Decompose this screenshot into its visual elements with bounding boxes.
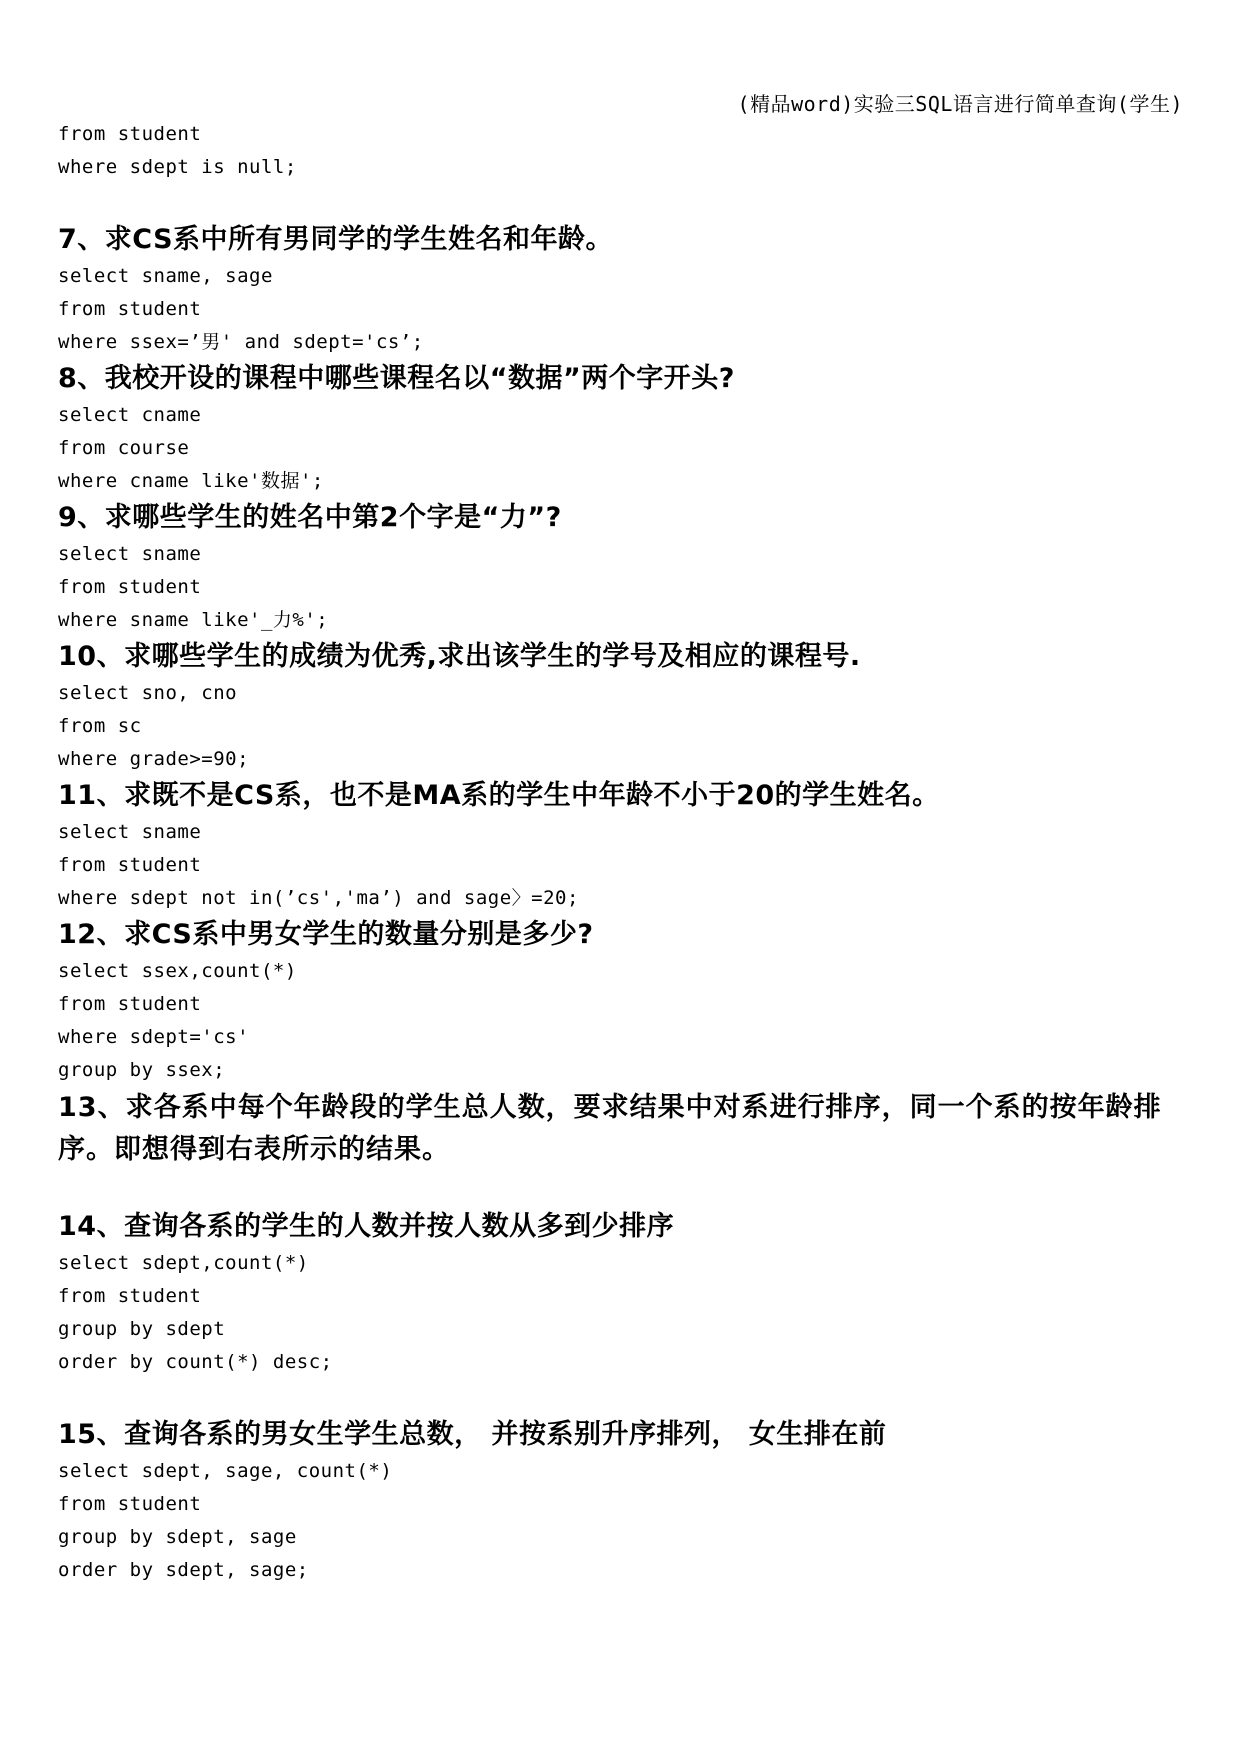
code-line: where ssex=’男' and sdept='cs’; xyxy=(58,331,424,353)
code-line: from student xyxy=(58,123,202,145)
code-line: where cname like'数据'; xyxy=(58,470,324,492)
code-line: select sname, sage xyxy=(58,265,273,287)
code-line: group by sdept, sage xyxy=(58,1526,297,1548)
question-heading-10: 10、求哪些学生的成绩为优秀,求出该学生的学号及相应的课程号. xyxy=(58,641,861,672)
code-line: from student xyxy=(58,298,202,320)
code-line: where sdept='cs' xyxy=(58,1026,250,1048)
code-line: order by sdept, sage; xyxy=(58,1559,309,1581)
question-heading-11: 11、求既不是CS系，也不是MA系的学生中年龄不小于20的学生姓名。 xyxy=(58,780,940,811)
question-heading-12: 12、求CS系中男女学生的数量分别是多少? xyxy=(58,919,594,950)
code-line: from course xyxy=(58,437,190,459)
code-line: where sname like'_力%'; xyxy=(58,609,329,631)
question-heading-9: 9、求哪些学生的姓名中第2个字是“力”? xyxy=(58,502,562,533)
question-heading-14: 14、查询各系的学生的人数并按人数从多到少排序 xyxy=(58,1211,675,1242)
question-heading-15: 15、查询各系的男女生学生总数， 并按系别升序排列， 女生排在前 xyxy=(58,1419,887,1450)
document-body xyxy=(58,118,1188,1587)
code-line: order by count(*) desc; xyxy=(58,1351,333,1373)
question-heading-8: 8、我校开设的课程中哪些课程名以“数据”两个字开头? xyxy=(58,363,735,394)
code-line: from student xyxy=(58,993,202,1015)
code-line: from student xyxy=(58,1493,202,1515)
code-line: select sdept,count(*) xyxy=(58,1252,309,1274)
code-line: where sdept not in(’cs','ma’) and sage〉=20; xyxy=(58,887,579,909)
page-header: (精品word)实验三SQL语言进行简单查询(学生) xyxy=(737,92,1183,116)
code-line: select cname xyxy=(58,404,202,426)
code-line: from student xyxy=(58,576,202,598)
code-line: from sc xyxy=(58,715,142,737)
code-line: select sname xyxy=(58,821,202,843)
code-line: select sdept, sage, count(*) xyxy=(58,1460,393,1482)
code-line: group by ssex; xyxy=(58,1059,226,1081)
code-line: where sdept is null; xyxy=(58,156,297,178)
code-line: select sname xyxy=(58,543,202,565)
code-line: from student xyxy=(58,1285,202,1307)
code-line: where grade>=90; xyxy=(58,748,250,770)
code-line: from student xyxy=(58,854,202,876)
code-line: select ssex,count(*) xyxy=(58,960,297,982)
code-line: group by sdept xyxy=(58,1318,226,1340)
code-line: select sno, cno xyxy=(58,682,238,704)
question-heading-13: 13、求各系中每个年龄段的学生总人数，要求结果中对系进行排序，同一个系的按年龄排序。即想得到右表所示的结果。 xyxy=(58,1092,1162,1165)
question-heading-7: 7、求CS系中所有男同学的学生姓名和年龄。 xyxy=(58,224,614,255)
